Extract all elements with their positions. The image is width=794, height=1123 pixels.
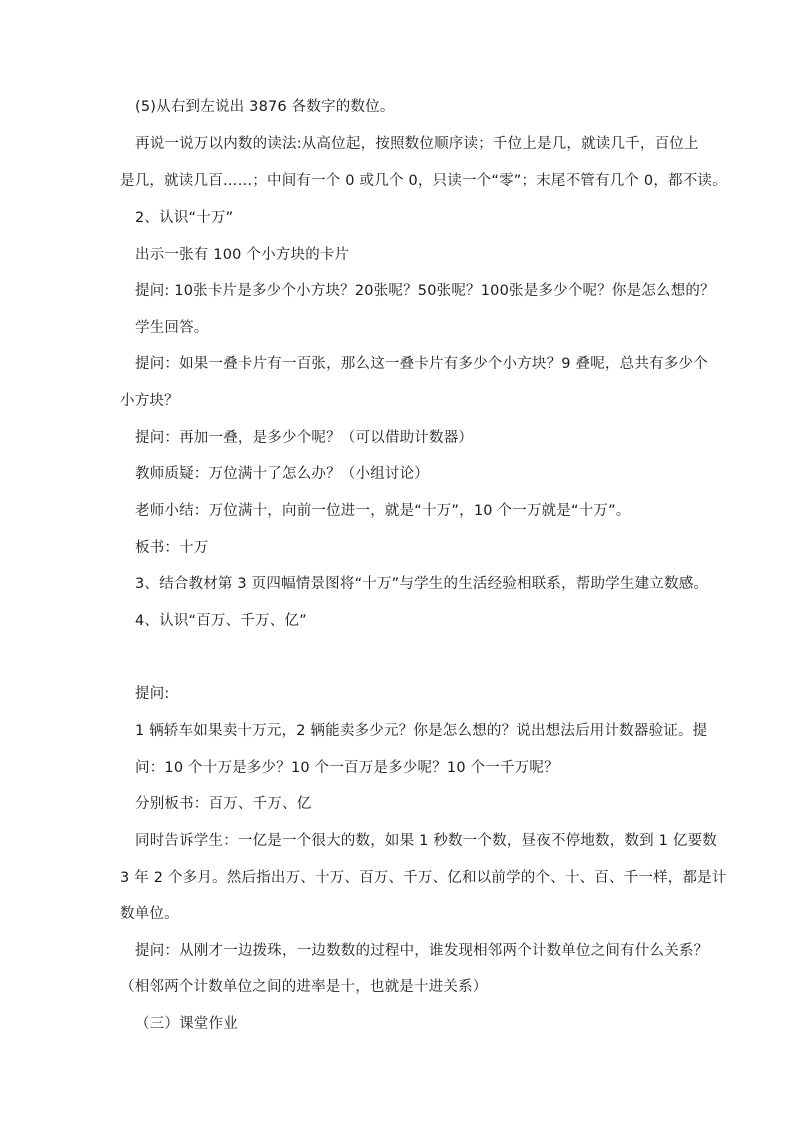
text-line-10: 提问：再加一叠，是多少个呢？（可以借助计数器）	[135, 430, 474, 446]
text-line-17: 1 辆轿车如果卖十万元，2 辆能卖多少元？你是怎么想的？说出想法后用计数器验证。提	[135, 723, 708, 739]
text-line-24: （相邻两个计数单位之间的进率是十，也就是十进关系）	[120, 979, 488, 995]
text-line-25: （三）课堂作业	[135, 1016, 238, 1032]
text-line-22: 数单位。	[120, 906, 179, 922]
text-line-7: 学生回答。	[135, 320, 209, 336]
text-line-12: 老师小结：万位满十，向前一位进一，就是“十万”，10 个一万就是“十万”。	[135, 503, 631, 519]
text-line-3: 是几，就读几百……；中间有一个 0 或几个 0，只读一个“零”；末尾不管有几个 0，都不读。	[120, 173, 727, 189]
text-line-15: 4、认识“百万、千万、亿”	[135, 613, 307, 629]
text-line-23: 提问：从刚才一边拨珠，一边数数的过程中，谁发现相邻两个计数单位之间有什么关系？	[135, 943, 709, 959]
text-line-9: 小方块？	[120, 393, 179, 409]
text-line-2: 再说一说万以内数的读法:从高位起，按照数位顺序读；千位上是几，就读几千，百位上	[135, 136, 699, 152]
text-line-13: 板书：十万	[135, 540, 209, 556]
text-line-20: 同时告诉学生：一亿是一个很大的数，如果 1 秒数一个数，昼夜不停地数，数到 1 亿要数	[135, 833, 717, 849]
text-line-19: 分别板书：百万、千万、亿	[135, 796, 312, 812]
text-line-16: 提问:	[135, 686, 170, 702]
text-line-8: 提问：如果一叠卡片有一百张，那么这一叠卡片有多少个小方块？9 叠呢，总共有多少个	[135, 356, 708, 372]
text-line-1: (5)从右到左说出 3876 各数字的数位。	[135, 99, 395, 115]
text-line-14: 3、结合教材第 3 页四幅情景图将“十万”与学生的生活经验相联系，帮助学生建立数感。	[135, 576, 709, 592]
text-line-18: 问：10 个十万是多少？10 个一百万是多少呢？10 个一千万呢？	[135, 760, 559, 776]
text-line-6: 提问: 10张卡片是多少个小方块？20张呢？50张呢？100张是多少个呢？你是怎么想的？	[135, 283, 715, 299]
text-line-21: 3 年 2 个多月。然后指出万、十万、百万、千万、亿和以前学的个、十、百、千一样，都是计	[120, 870, 727, 886]
text-line-11: 教师质疑：万位满十了怎么办？（小组讨论）	[135, 466, 429, 482]
text-line-5: 出示一张有 100 个小方块的卡片	[135, 247, 350, 263]
text-line-4: 2、认识“十万”	[135, 210, 234, 226]
